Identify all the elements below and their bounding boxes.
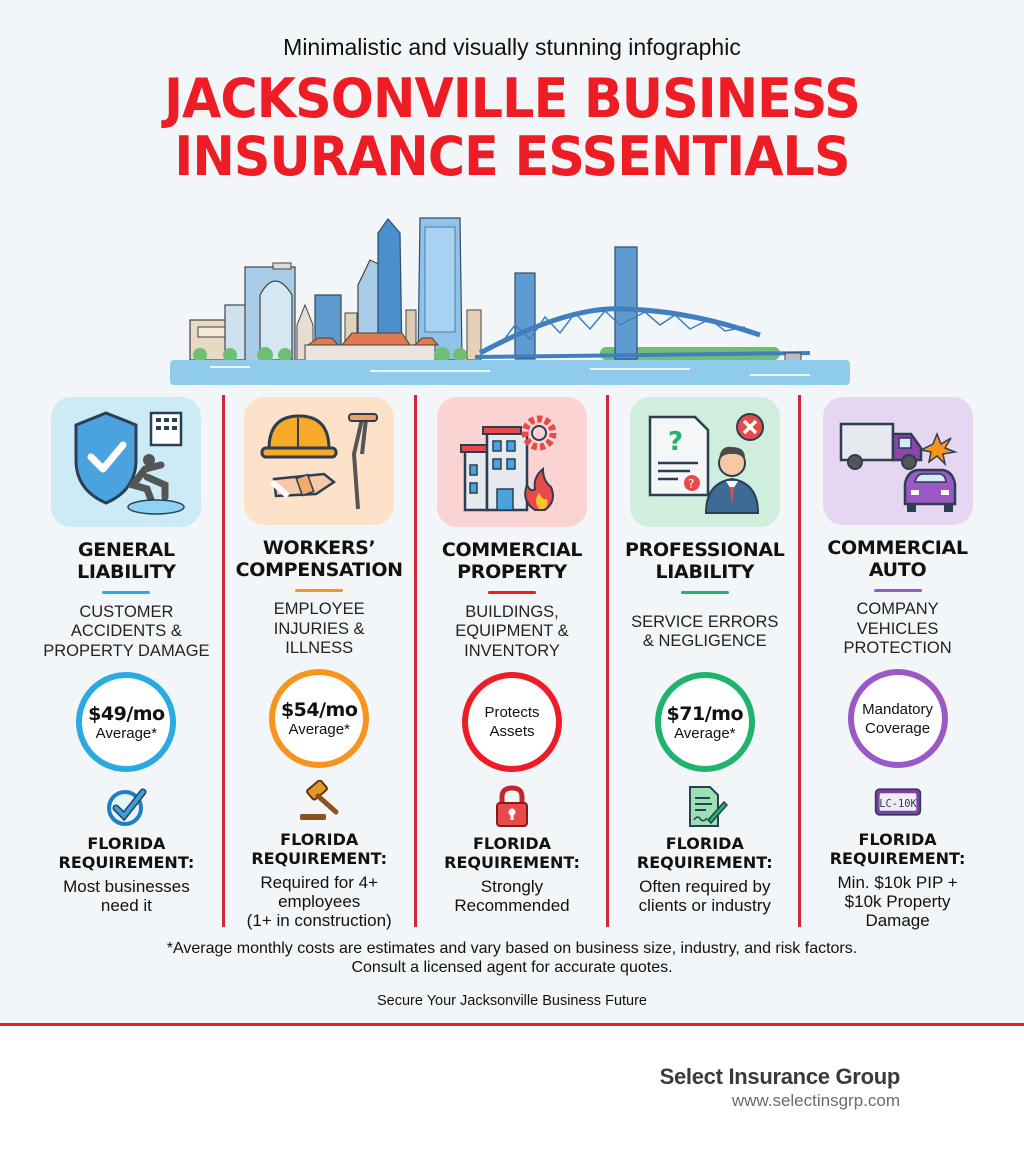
label-line: FLORIDA xyxy=(87,834,166,853)
requirement-label xyxy=(59,834,195,872)
desc-line: SERVICE ERRORS xyxy=(631,612,779,631)
title-line-2: INSURANCE ESSENTIALS xyxy=(174,125,850,188)
coverage-description xyxy=(844,600,952,659)
checkmark-circle-icon xyxy=(102,784,150,828)
label-line: FLORIDA xyxy=(280,830,359,849)
accent-bar xyxy=(102,591,150,594)
text-line: need it xyxy=(100,896,152,915)
accent-bar xyxy=(681,591,729,594)
accent-bar xyxy=(295,589,343,592)
shield-slip-fall-icon xyxy=(61,405,191,520)
desc-line: & NEGLIGENCE xyxy=(642,632,767,650)
coverage-description xyxy=(274,600,365,659)
cost-value: $54/mo xyxy=(280,699,358,722)
cost-badge xyxy=(76,672,176,772)
requirement-label xyxy=(444,834,580,872)
note-line: Consult a licensed agent for accurate quotes. xyxy=(351,959,673,976)
svg-text:?: ? xyxy=(667,426,683,457)
badge-line: Coverage xyxy=(865,719,931,737)
text-line: employees xyxy=(278,892,361,911)
cost-value: $49/mo xyxy=(88,702,165,725)
svg-text:LC-10K: LC-10K xyxy=(878,797,917,810)
column-title xyxy=(236,537,403,581)
workers-comp-icon-box xyxy=(244,397,394,525)
cost-label: Average* xyxy=(674,724,736,742)
coverage-badge xyxy=(848,669,948,768)
cost-label: Average* xyxy=(288,721,350,739)
requirement-label xyxy=(830,830,966,868)
brand-block xyxy=(660,1064,900,1111)
license-plate-icon xyxy=(874,780,922,824)
label-line: REQUIREMENT: xyxy=(251,849,388,868)
coverage-description xyxy=(43,602,209,662)
building-gear-fire-icon xyxy=(447,405,577,520)
text-line: (1+ in construction) xyxy=(246,911,392,930)
requirement-text xyxy=(454,877,569,915)
text-line: Strongly xyxy=(480,877,544,896)
text-line: clients or industry xyxy=(638,896,771,915)
general-liability-icon-box xyxy=(51,397,201,527)
title-line: AUTO xyxy=(868,559,927,582)
title-line: GENERAL xyxy=(78,539,175,561)
title-line: WORKERS’ xyxy=(262,537,376,560)
badge-line: Mandatory xyxy=(862,700,934,718)
column-professional-liability xyxy=(608,395,801,930)
text-line: $10k Property xyxy=(844,892,951,911)
desc-line: ACCIDENTS & xyxy=(70,622,182,641)
requirement-label xyxy=(251,830,387,868)
coverage-badge xyxy=(462,672,562,772)
coverage-description xyxy=(631,602,778,662)
cost-badge xyxy=(269,669,369,768)
text-line: Most businesses xyxy=(63,877,190,896)
insurance-columns xyxy=(30,395,994,930)
column-general-liability xyxy=(30,395,223,930)
brand-name: Select Insurance Group xyxy=(659,1064,900,1089)
svg-text:?: ? xyxy=(687,476,695,491)
requirement-text xyxy=(63,877,190,915)
badge-line: Assets xyxy=(489,723,535,740)
column-workers-compensation xyxy=(223,395,416,930)
subtitle: Minimalistic and visually stunning infographic xyxy=(283,34,741,60)
text-line: Recommended xyxy=(454,896,570,915)
title-line: PROFESSIONAL xyxy=(625,539,785,561)
text-line: Required for 4+ xyxy=(260,873,379,892)
label-line: FLORIDA xyxy=(472,834,552,853)
desc-line: VEHICLES xyxy=(856,619,939,638)
column-title xyxy=(625,539,785,583)
desc-line: PROPERTY DAMAGE xyxy=(43,641,210,660)
desc-line: COMPANY xyxy=(856,600,939,619)
badge-line: Protects xyxy=(484,704,540,721)
desc-line: PROTECTION xyxy=(843,639,952,658)
desc-line: EMPLOYEE xyxy=(273,600,365,619)
gavel-icon xyxy=(295,780,343,824)
column-title xyxy=(442,539,582,583)
footer-divider xyxy=(0,1023,1024,1026)
label-line: REQUIREMENT: xyxy=(636,853,773,872)
title-line: LIABILITY xyxy=(77,561,176,583)
title-line: PROPERTY xyxy=(457,561,567,583)
desc-line: ILLNESS xyxy=(285,639,354,658)
title-line: LIABILITY xyxy=(655,561,755,583)
commercial-auto-icon-box xyxy=(823,397,973,525)
label-line: REQUIREMENT: xyxy=(444,853,580,872)
title-line: COMMERCIAL xyxy=(827,537,968,560)
accent-bar xyxy=(488,591,536,594)
column-title xyxy=(77,539,176,583)
jacksonville-skyline-icon xyxy=(170,205,850,385)
tagline: Secure Your Jacksonville Business Future xyxy=(376,993,647,1009)
desc-line: INVENTORY xyxy=(464,641,560,660)
truck-car-collision-icon xyxy=(833,404,963,519)
cost-badge xyxy=(655,672,755,772)
column-commercial-property xyxy=(416,395,609,930)
disclaimer-note xyxy=(0,939,1024,977)
label-line: FLORIDA xyxy=(858,830,937,849)
text-line: Min. $10k PIP + xyxy=(837,873,958,892)
label-line: FLORIDA xyxy=(665,834,744,853)
page-title xyxy=(31,67,994,188)
column-commercial-auto xyxy=(801,395,994,930)
document-businessman-icon xyxy=(640,405,770,520)
coverage-description xyxy=(455,602,568,662)
signed-document-pen-icon xyxy=(681,784,729,828)
title-line: COMMERCIAL xyxy=(441,539,583,561)
accent-bar xyxy=(874,589,922,592)
text-line: Damage xyxy=(865,911,930,930)
hard-hat-crutch-icon xyxy=(254,404,384,519)
requirement-text xyxy=(838,873,958,930)
title-line-1: JACKSONVILLE BUSINESS xyxy=(164,67,860,130)
label-line: REQUIREMENT: xyxy=(829,849,966,868)
label-line: REQUIREMENT: xyxy=(58,853,195,872)
column-title xyxy=(827,537,967,581)
padlock-icon xyxy=(488,784,536,828)
note-line: *Average monthly costs are estimates and vary based on business size, industry, and risk factors. xyxy=(166,940,858,957)
desc-line: EQUIPMENT & xyxy=(455,622,569,641)
requirement-text xyxy=(639,877,771,915)
desc-line: CUSTOMER xyxy=(79,602,174,621)
requirement-label xyxy=(637,834,773,872)
professional-liability-icon-box xyxy=(630,397,780,527)
brand-url[interactable]: www.selectinsgrp.com xyxy=(731,1091,900,1110)
requirement-text xyxy=(247,873,392,930)
cost-label: Average* xyxy=(95,724,158,742)
desc-line: BUILDINGS, xyxy=(465,602,559,621)
text-line: Often required by xyxy=(639,877,771,896)
desc-line: INJURIES & xyxy=(273,619,365,638)
title-line: COMPENSATION xyxy=(235,559,403,582)
commercial-property-icon-box xyxy=(437,397,587,527)
cost-value: $71/mo xyxy=(666,702,743,725)
